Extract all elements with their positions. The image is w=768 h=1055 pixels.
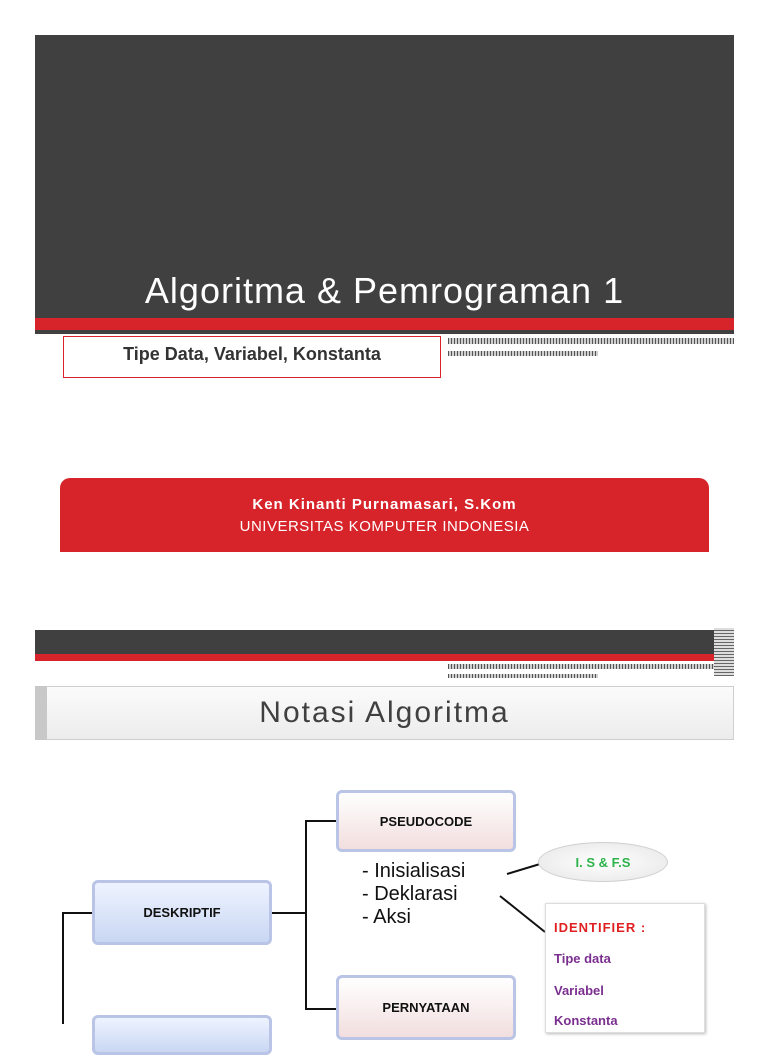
identifier-item: Konstanta bbox=[554, 1013, 618, 1028]
decorative-hatch bbox=[714, 628, 734, 676]
slide2-header-band bbox=[35, 630, 734, 654]
connector-line bbox=[305, 820, 338, 822]
pseudocode-part: - Aksi bbox=[362, 906, 411, 928]
connector-line bbox=[305, 1008, 338, 1010]
pseudocode-part: - Deklarasi bbox=[362, 883, 458, 905]
pseudocode-node: PSEUDOCODE bbox=[336, 790, 516, 852]
slide-title: Algoritma & Pemrograman 1 bbox=[144, 270, 625, 311]
connector-line bbox=[507, 864, 540, 874]
identifier-item: Variabel bbox=[554, 983, 604, 998]
connector-line bbox=[272, 912, 307, 914]
connector-line bbox=[62, 912, 64, 1024]
author-name: Ken Kinanti Purnamasari, S.Kom bbox=[252, 496, 517, 513]
decorative-hatch bbox=[448, 664, 734, 669]
institution-name: UNIVERSITAS KOMPUTER INDONESIA bbox=[239, 518, 530, 535]
decorative-hatch bbox=[448, 674, 598, 678]
red-accent-bar bbox=[35, 654, 734, 661]
slide2-title: Notasi Algoritma bbox=[259, 696, 510, 729]
isfs-ellipse: I. S & F.S bbox=[538, 842, 668, 882]
divider bbox=[35, 330, 734, 334]
deskriptif-node: DESKRIPTIF bbox=[92, 880, 272, 945]
identifier-item: Tipe data bbox=[554, 951, 611, 966]
pernyataan-node: PERNYATAAN bbox=[336, 975, 516, 1040]
red-accent-bar bbox=[35, 318, 734, 330]
connector-line bbox=[62, 912, 94, 914]
connector-line bbox=[305, 820, 307, 1010]
slide-subtitle: Tipe Data, Variabel, Konstanta bbox=[123, 344, 381, 364]
decorative-hatch bbox=[448, 351, 598, 356]
identifier-heading: IDENTIFIER : bbox=[554, 920, 647, 935]
decorative-hatch bbox=[448, 338, 734, 344]
diagram-node-partial bbox=[92, 1015, 272, 1055]
connector-line bbox=[500, 896, 545, 932]
author-banner bbox=[60, 478, 709, 552]
pseudocode-part: - Inisialisasi bbox=[362, 860, 466, 882]
